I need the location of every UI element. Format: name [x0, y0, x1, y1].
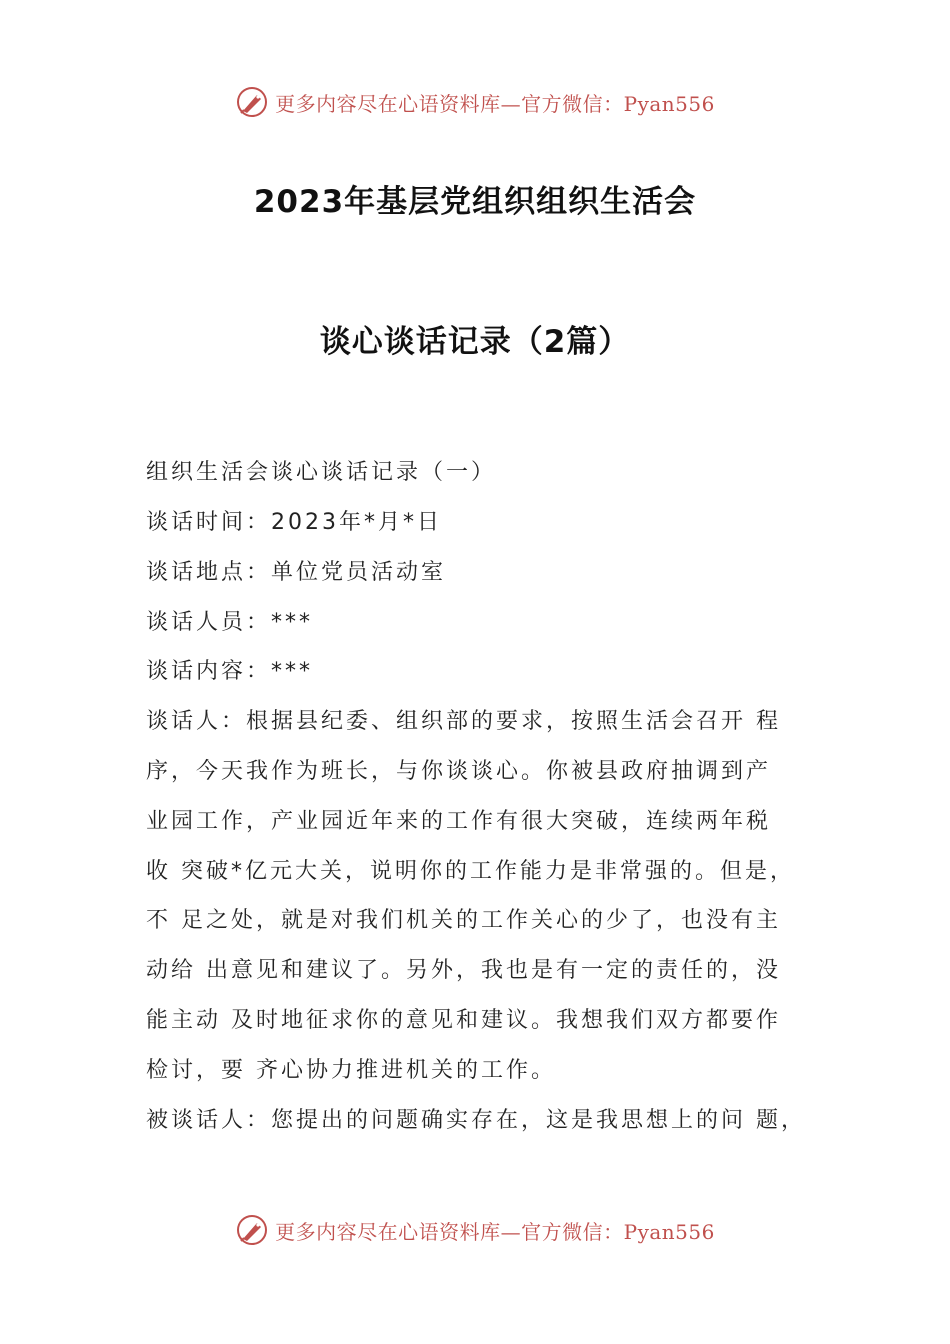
document-title-line2: 谈心谈话记录（2篇） — [319, 324, 631, 360]
document-body — [146, 448, 814, 1145]
paragraph-line: 动给 出意见和建议了。另外，我也是有一定的责任的，没 — [146, 958, 781, 984]
watermark-banner-top — [0, 82, 950, 122]
paragraph-line: 序，今天我作为班长，与你谈谈心。你被县政府抽调到产 — [146, 758, 772, 784]
paragraph-line: 收 突破*亿元大关，说明你的工作能力是非常强的。但是， — [146, 858, 795, 884]
pen-nib-logo-icon — [235, 1213, 269, 1247]
meta-location: 谈话地点：单位党员活动室 — [146, 559, 447, 585]
document-title-line1: 2023年基层党组织组织生活会 — [253, 184, 697, 220]
watermark-text: 更多内容尽在心语资料库—官方微信：Pyan556 — [275, 91, 715, 116]
watermark-banner-bottom — [0, 1210, 950, 1250]
meta-content: 谈话内容：*** — [146, 659, 314, 685]
meta-participants: 谈话人员：*** — [146, 609, 314, 635]
meta-time: 谈话时间：2023年*月*日 — [146, 510, 442, 535]
paragraph-line: 业园工作，产业园近年来的工作有很大突破，连续两年税 — [146, 808, 772, 834]
watermark-text: 更多内容尽在心语资料库—官方微信：Pyan556 — [275, 1219, 715, 1244]
paragraph-line: 检讨，要 齐心协力推进机关的工作。 — [146, 1057, 556, 1083]
paragraph-line: 被谈话人：您提出的问题确实存在，这是我思想上的问 题， — [146, 1107, 806, 1133]
section-heading: 组织生活会谈心谈话记录（一） — [146, 460, 497, 485]
paragraph-line: 不 足之处，就是对我们机关的工作关心的少了，也没有主 — [146, 908, 781, 934]
pen-nib-logo-icon — [235, 85, 269, 119]
paragraph-line: 能主动 及时地征求你的意见和建议。我想我们双方都要作 — [146, 1007, 781, 1033]
paragraph-line: 谈话人：根据县纪委、组织部的要求，按照生活会召开 程 — [146, 709, 781, 735]
